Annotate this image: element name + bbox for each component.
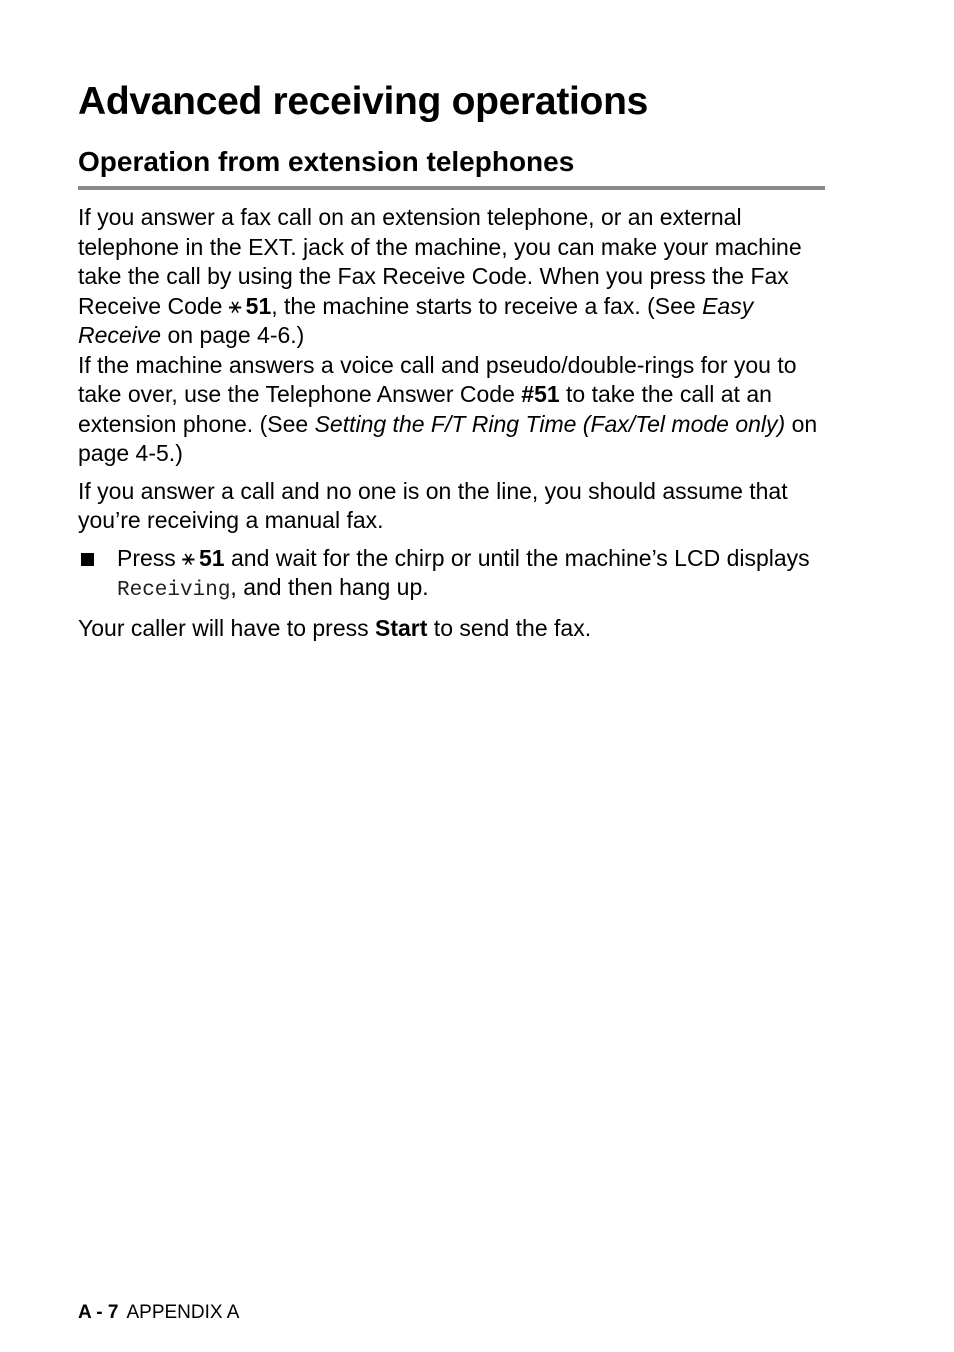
star-key-icon: ⚹ [181, 544, 195, 570]
paragraph-telephone-answer-code [78, 351, 826, 469]
text: and wait for the chirp or until the machine’s LCD displays [224, 544, 810, 571]
text: on page 4-5.) [78, 410, 818, 466]
page-number: A - 7 [78, 1302, 119, 1323]
star-key-icon: ⚹ [228, 292, 242, 318]
section-heading: Operation from extension telephones [78, 146, 575, 177]
section-divider [78, 186, 825, 190]
page-title: Advanced receiving operations [78, 80, 648, 123]
fax-receive-code: 51 [199, 544, 225, 571]
bullet-item [78, 544, 826, 606]
lcd-message: Receiving [117, 579, 231, 602]
cross-reference: Setting the F/T Ring Time (Fax/Tel mode only) [314, 410, 786, 437]
text: If the machine answers a voice call and pseudo/double-rings for you to take over, use the Telephone Answer Code [78, 351, 797, 407]
telephone-answer-code: #51 [521, 381, 560, 407]
paragraph-start-key [78, 614, 826, 644]
paragraph-fax-receive-code [78, 203, 826, 351]
start-key-label: Start [375, 614, 428, 641]
text: If you answer a fax call on an extension telephone, or an external telephone in the EXT. jack of the machine, you can make your machine take the call by using the Fax Receive Code. When you press the Fax Receive Code [78, 204, 802, 319]
text: , and then hang up. [230, 574, 429, 600]
page-footer [78, 1302, 239, 1324]
text: on page 4-6.) [161, 322, 305, 348]
paragraph-manual-fax: If you answer a call and no one is on the line, you should assume that you’re receiving a manual fax. [78, 477, 788, 533]
section-name: APPENDIX A [126, 1302, 240, 1323]
body-text [78, 203, 826, 643]
fax-receive-code: 51 [245, 292, 272, 319]
text: Your caller will have to press [78, 614, 376, 641]
text: to take the call at an extension phone. (See [78, 381, 772, 437]
cross-reference: Easy Receive [78, 292, 754, 348]
text: to send the fax. [427, 614, 592, 641]
square-bullet-icon [81, 553, 94, 566]
text: , the machine starts to receive a fax. (See [271, 292, 703, 319]
text: Press [117, 544, 176, 571]
